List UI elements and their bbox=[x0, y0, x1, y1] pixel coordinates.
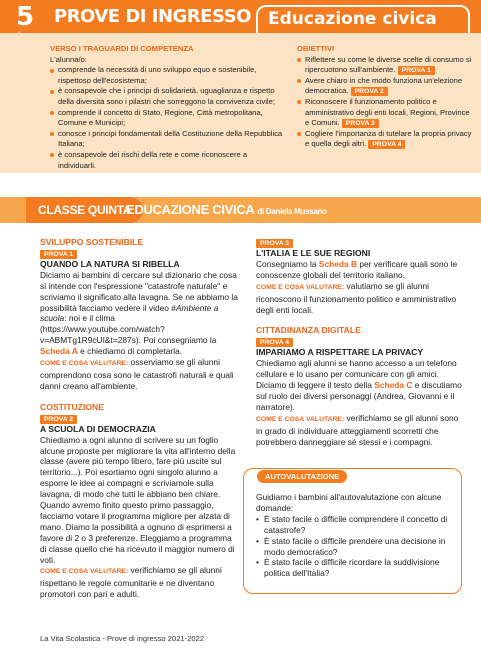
body-text: e discutiamo sul ruolo dei diversi personaggi (Andrea, Giovanni e il narratore). bbox=[256, 380, 462, 412]
task-body bbox=[40, 270, 238, 357]
obiettivi-column bbox=[297, 44, 475, 150]
scheda-link: Scheda B bbox=[318, 258, 358, 269]
body-text: per verificare quali sono le conoscenze globali del territorio italiano. bbox=[256, 258, 458, 280]
competenze-column bbox=[50, 44, 285, 171]
evaluation-label: COME E COSA VALUTARE: bbox=[256, 415, 345, 423]
prova-badge: PROVA 1 bbox=[398, 66, 435, 75]
prova-4-block bbox=[256, 325, 462, 447]
subject-tab: Educazione civica bbox=[256, 5, 470, 33]
obiettivo-text: Riflettere su come le diverse scelte di consumo si ripercuotono sull'ambiente. bbox=[305, 54, 472, 75]
author: di Daniela Mussano bbox=[257, 207, 327, 216]
task-title: A SCUOLA DI DEMOCRAZIA bbox=[40, 423, 156, 434]
evaluation-label: COME E COSA VALUTARE: bbox=[40, 568, 129, 576]
evaluation-label: COME E COSA VALUTARE: bbox=[40, 360, 129, 368]
evaluation bbox=[40, 357, 238, 392]
prova-badge: PROVA 4 bbox=[256, 338, 293, 347]
list-item: conosce i principi fondamentali della Costituzione della Repubblica Italiana; bbox=[50, 129, 285, 150]
obiettivo-text: Cogliere l'importanza di tutelare la propria privacy e quella degli altri. bbox=[305, 128, 472, 149]
prova-2-block bbox=[40, 402, 238, 600]
list-item bbox=[297, 76, 475, 97]
competenze-heading: VERSO I TRAGUARDI DI COMPETENZA bbox=[50, 44, 194, 53]
evaluation bbox=[40, 565, 238, 600]
body-text: Consegniamo la bbox=[256, 258, 319, 269]
obiettivo-text: Riconoscere il funzionamento politico e amministrativo degli enti locali, Regioni, Province e Comuni. bbox=[305, 96, 470, 128]
scheda-link: Scheda A bbox=[40, 346, 78, 357]
section-heading: COSTITUZIONE bbox=[40, 401, 104, 412]
obiettivo-text: Avere chiaro in che modo funziona un'elezione democratica. bbox=[305, 75, 463, 96]
autovalutazione-tag: AUTOVALUTAZIONE bbox=[257, 470, 347, 483]
prova-badge: PROVA 3 bbox=[256, 239, 293, 248]
evaluation-text: osserviamo se gli alunni comprendono cosa sono le catastrofi naturali e quali danni creano all'ambiente. bbox=[40, 357, 234, 391]
task-body: Chiediamo a ogni alunno di scrivere su un foglio alcune proposte per migliorare la vita all'interno della classe (avere più tempo libero, fare più uscite sul territorio...). Poi esortiamo ogni singolo alunno a esporre le idee ai compagni e scriviamole sulla lavagna, di modo che tutti le abbiano ben chiare. Quando avremo finito questo primo passaggio, facciamo votare il programma migliore per alzata di mano. Diamo la possibilità a ognuno di esprimersi a favore di 2 o 3 preferenze. Eleggiamo a programma di classe quello che ha ricevuto il maggior numero di voti. bbox=[40, 434, 236, 565]
list-item bbox=[297, 129, 475, 150]
page-title: PROVE DI INGRESSO bbox=[54, 6, 251, 27]
page-footer: La Vita Scolastica - Prove di ingresso 2021-2022 bbox=[40, 634, 205, 643]
prova-badge: PROVA 1 bbox=[40, 250, 77, 259]
section-heading: CITTADINANZA DIGITALE bbox=[256, 325, 361, 336]
section-heading: SVILUPPO SOSTENIBILE bbox=[40, 237, 144, 247]
left-column bbox=[40, 237, 238, 610]
evaluation-text: verifichiamo se gli alunni rispettano le regole comunitarie e ne diventano promotori con pari e adulti. bbox=[40, 565, 222, 600]
section-title bbox=[126, 197, 327, 223]
prova-badge: PROVA 2 bbox=[351, 87, 388, 96]
body-text: Diciamo ai bambini di cercare sul dizionario che cosa si intende con l'espressione "catastrofe naturale" e scriviamo il significato alla lavagna. Se ne abbiamo la possibilità facciamo vedere il video # bbox=[40, 269, 238, 313]
task-title: IMPARIAMO A RISPETTARE LA PRIVACY bbox=[256, 347, 424, 358]
right-column bbox=[256, 237, 462, 458]
evaluation-text: valutiamo se gli alunni riconoscono il funzionamento politico e amministrativo degli enti locali. bbox=[256, 280, 457, 315]
list-item: è consapevole che i principi di solidarietà, uguaglianza e rispetto della diversità sono i pilastri che sorreggono la convivenza civile; bbox=[50, 86, 285, 107]
task-title: QUANDO LA NATURA SI RIBELLA bbox=[40, 258, 180, 269]
prova-1-block bbox=[40, 237, 238, 392]
evaluation bbox=[256, 413, 462, 448]
evaluation bbox=[256, 281, 462, 316]
list-item: comprende la necessità di uno sviluppo equo e sostenibile, rispettoso dell'ecosistema; bbox=[50, 65, 285, 86]
task-body bbox=[256, 259, 462, 281]
task-title: L'ITALIA E LE SUE REGIONI bbox=[256, 248, 371, 258]
task-body bbox=[256, 358, 462, 413]
evaluation-label: COME E COSA VALUTARE: bbox=[256, 283, 345, 291]
obiettivi-list bbox=[297, 55, 475, 150]
autovalutazione-list bbox=[256, 514, 454, 579]
list-item: • È stato facile o difficile comprendere il concetto di catastrofe? bbox=[256, 514, 454, 536]
list-item bbox=[297, 55, 475, 76]
list-item: • È stato facile o difficile prendere una decisione in modo democratico? bbox=[256, 536, 454, 558]
list-item bbox=[297, 97, 475, 129]
autovalutazione-body bbox=[256, 492, 454, 579]
body-text: e chiediamo di completarla. bbox=[77, 346, 183, 357]
competenze-intro: L'alunna/o: bbox=[50, 54, 87, 64]
section-title-text: EDUCAZIONE CIVICA bbox=[126, 202, 255, 217]
autovalutazione-intro: Guidiamo i bambini all'autovalutazione con alcune domande: bbox=[256, 492, 442, 513]
scheda-link: Scheda C bbox=[374, 380, 413, 391]
prova-3-block bbox=[256, 237, 462, 315]
body-emphasis: Ambiente a scuola bbox=[40, 302, 219, 324]
evaluation-text: verifichiamo se gli alunni sono in grado di individuare atteggiamenti scorretti che potrebbero danneggiare sé stessi e i compagni. bbox=[256, 412, 459, 447]
list-item: è consapevole dei rischi della rete e come riconoscere a individuarli. bbox=[50, 150, 285, 171]
obiettivi-heading: OBIETTIVI bbox=[297, 44, 335, 53]
prova-badge: PROVA 2 bbox=[40, 415, 77, 424]
prova-badge: PROVA 4 bbox=[368, 140, 405, 149]
list-item: comprende il concetto di Stato, Regione, Città metropolitana, Comune e Municipi; bbox=[50, 108, 285, 129]
class-label: CLASSE QUINTA bbox=[26, 197, 143, 223]
competenze-list bbox=[50, 65, 285, 171]
grade-number: 5 bbox=[15, 2, 35, 32]
prova-badge: PROVA 3 bbox=[342, 119, 379, 128]
body-text: : noi e il clima (https://www.youtube.com/watch?v=ABMTg1R9cUI&t=287s). Poi consegniamo la bbox=[40, 313, 217, 346]
list-item: • È stato facile o difficile ricordare la suddivisione politica dell'Italia? bbox=[256, 557, 454, 579]
body-text: Chiediamo agli alunni se hanno accesso a un telefono cellulare e lo usano per comunicare con gli amici. Diciamo di leggere il testo della bbox=[256, 358, 457, 391]
